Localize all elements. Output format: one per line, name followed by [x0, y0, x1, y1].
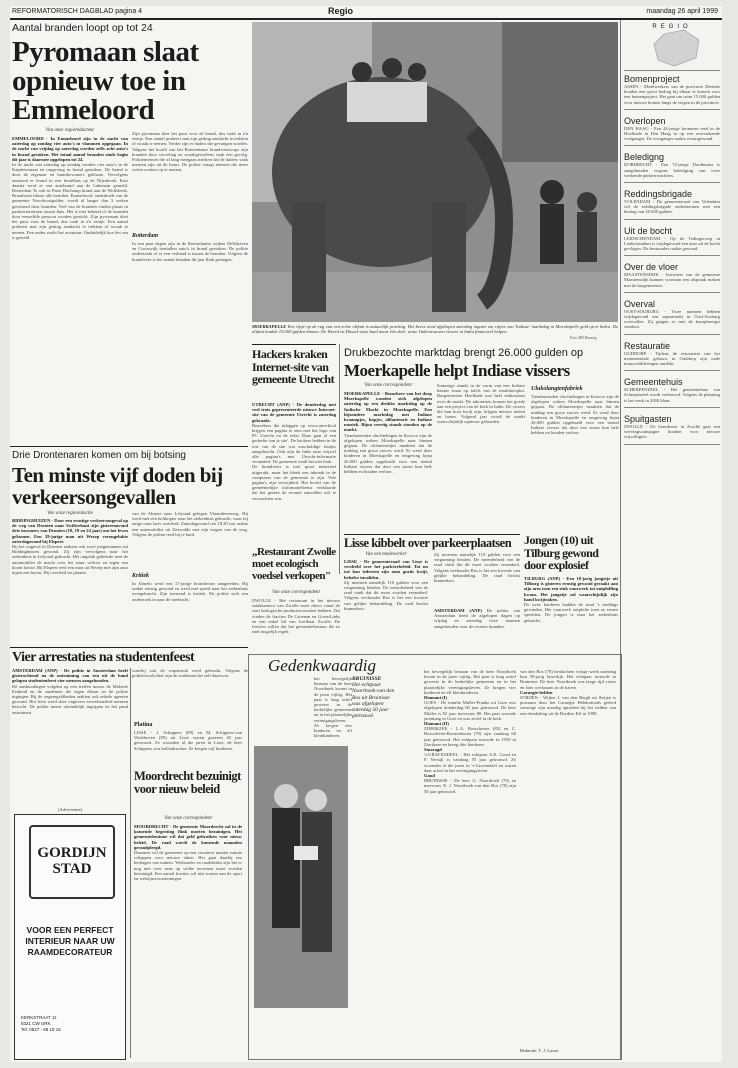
- tilburg-body: [524, 576, 618, 648]
- dronten-headline: Ten minste vijf doden bij verkeersongevallen: [12, 463, 223, 509]
- lisse-intro: LISSE - De gemeenteraad van Lisse is verdeeld over het parkeerbeleid. Tot nu toe kon iedereen zijn auto gratis kwijt, behalve invaliden.: [344, 559, 428, 580]
- regio-label: REGIO: [652, 24, 692, 30]
- studenten-intro: AMSTERDAM (ANP) - De politie in Amsterdam heeft gisterochtend na de ontruiming van een uit de hand gelopen studentenfeest vier mensen aangehouden.: [12, 668, 128, 684]
- market-byline: Van onze correspondent: [364, 383, 412, 388]
- header-left: REFORMATORISCH DAGBLAD pagina 4: [12, 8, 143, 15]
- sidebar-item: [624, 262, 720, 293]
- ad-label: (Advertentie): [57, 807, 83, 812]
- moordrecht-headline: Moordrecht bezuinigt voor nieuw beleid: [134, 769, 241, 796]
- couple-photo: [254, 746, 348, 1008]
- studenten-headline: Vier arrestaties na studentenfeest: [12, 650, 195, 665]
- ad-logo: [29, 825, 115, 899]
- gedenk-photo-caption: [352, 676, 398, 738]
- lead-text: In de nacht van zaterdag op zondag werden vier auto's in de Kapiteinstraat en omgeving in brand gestoken. De brand is door de eigenaar en buurtbewoners gebluste. Vervolgens ontstond er brand in een bestelbus op de Nijenhoek. Kort daarna werd er een autobrand aan de Lakeman gemeld. Rotterdam Te ook in Pater Duchamp brand aan de Wolfsbeek. Brandweer bluste alle branden. Emmeloord, onderhoeft van de gemeente Noordoostpolder, wordt al langer dan 3 weken geteisterd door branden. Veel van de branden vinden plaats in parkeerterreinen tussen flats. Het is niet bekend of de branden door eenzelfde persoon worden gesticht. Zijn pyromaan doet het puur voor de brand, dus vaak in z'n eentje. Een aantal probeert met zijn gedrag aandacht te trekken of wraak te nemen. Een ander zoekt het avontuur. Onduidelijk hoe het om is gesteld.: [12, 162, 128, 240]
- dronten-text: Bij het ongeval in Dronten raakten ook twee jongemannen uit Biddinghuizen gewond. Zij zijn vervolgens naar het ziekenhuis in Lelystad gebracht. Het ongeluk gebeurde toen de automobilist de macht over het stuur verloor en tegen een boom botste. Bij Elspeet reed een man uit Wezep met zijn auto tegen een boom. Hij overleed ter plaatse.: [12, 544, 128, 576]
- market-text: Tienduizenden vluchtelingen in Kosovo zijn de afgelopen weken Moerkapelle naar binnen gegaan. De olifantenritjes maakten dat de middag een groot succes werd. Er werd door kinderen in Moerkapelle en omgeving bijna 26.000 gulden opgehaald voor een tiental Indiase vissers dat door een storm hun hele hebben en houden verloor.: [344, 432, 432, 475]
- market-intro: MOERKAPELLE - Bezoekers van het dorp Moerkapelle wanden zich afgelopen zaterdag op een drukke marktdag op de Indische Markt in Moerkapelle. Een bijzondere marktdag met Indiase kraampjes, hapjes, olifantenrit en Indiase muziek. Bijna veertig stands stonden op de markt.: [344, 391, 432, 433]
- sidebar-item-body: ZWOLLE - De brandweer in Zwolle gaat een wervingscampagne houden voor nieuwe vrijwilligers.: [624, 423, 720, 440]
- sidebar-separator: [624, 182, 720, 183]
- lead-body: [12, 136, 128, 444]
- tilburg-headline: Jongen (10) uit Tilburg gewond door explosief: [524, 533, 599, 572]
- sidebar-separator: [624, 109, 720, 110]
- column-divider: [339, 344, 340, 574]
- photo-caption-text: Een rijtje op de rug van een echte olifant is natuurlijk prachtig. Het beest werd afgelopen zaterdag ingezet om rijtjes van 'Indiase' marktdag in Moerkapelle geld op te halen. De olifant haalde 10.000 gulden binnen. De Weerd en Dussel-actie haal maar één doel: arme Vadersrouwen vissers in India financieel helpen.: [252, 324, 618, 335]
- platina-body: LISSE - J. Schippers (89) en M. Schippers-van Werkhoven (89) uit Lisse waren gisteren 65 jaar getrouwd. Ze woonden al die jaren in Lisse, de heer Schippers was bollenkweker. Ze kregen vijf kinderen.: [134, 730, 242, 751]
- sidebar-separator: [624, 255, 720, 256]
- moordrecht-byline: Van onze correspondent: [164, 816, 212, 821]
- goud-title: Goud: [424, 773, 435, 779]
- header-date: maandag 26 april 1999: [646, 8, 718, 15]
- lisse-photo-text: De politie van Amsterdam heeft de afgelopen dagen op vrijdag en zaterdag twee mannen aangehouden voor de recente branden.: [434, 608, 520, 629]
- moordrecht-body: [134, 824, 242, 1056]
- studenten-text: De aanhoudingen volgden op een treffen tussen de Mobiele Eenheid en de studenten die tegen elkaar en de politie ingingen. Bij de ongeregeldheden raakten ook enkele agenten gewond. Het feest werd door ongeveer zevenhonderd mensen bezocht. De politie moest uiteindelijk ingrijpen en het pand ontruimen.: [12, 683, 128, 715]
- couple-illustration: [254, 746, 348, 1008]
- sidebar-item: [624, 226, 720, 257]
- market-subhead: Ulukolangtenfabriek: [531, 386, 583, 392]
- studenten-body: [12, 668, 128, 804]
- gedenk-col3: [520, 669, 616, 1049]
- gedenk-col2: [424, 669, 516, 1049]
- sidebar-item-body: MAASTENSDIJK - Inwoners van de gemeente Maastensdijk kunnen voortaan een afspraak maken met de burgemeester.: [624, 272, 720, 288]
- tilburg-text: De twee kinderen hadden de staaf 's middags gevonden. Het vuurwerk ontplofte toen ze ermee speelden. De jongen is naar het ziekenhuis gebracht.: [524, 602, 618, 623]
- sidebar-item-title: Spuitgasten: [624, 413, 672, 424]
- lisse-photo-label: AMSTERDAM (ANP): [434, 608, 482, 613]
- sidebar-separator: [624, 292, 720, 293]
- market-body2: Sommige stands in de vorm van een Indiase bazaar staan op tafels van de marktkooplui. Burgemeester Hoefkade was heel enthousiast over de markt. De inkomsten komen ten goede aan een project van de kerk in India. De vissers die hun boot kwijt zijn, krijgen nieuwe netten en boten. Volgend jaar wordt de markt waarschijnlijk opnieuw gehouden.: [437, 383, 525, 425]
- sidebar-item-title: Bomenproject: [624, 74, 680, 84]
- restaurant-byline: Van onze correspondent: [272, 590, 320, 595]
- moordrecht-text: Daarmee wil de gemeente op een creatieve manier ruimte scheppen voor nieuwe taken. Het gaat daarbij om bedragen van tonnen. Wethouder en raadsleden zijn het er nog niet over eens op welke terreinen moet worden bezuinigd. Een aantal fracties wil niet tornen aan de sport en welzijnsvoorzieningen.: [134, 850, 242, 882]
- lead-column2b: In een paar dagen zijn in de Rotterdamse wijken Delfshaven en Crooswijk tientallen auto's in brand gestoken. De politie onderzoekt of er een verband is tussen de branden. Volgens de brandweer is het aantal branden dit jaar flink gestegen.: [132, 241, 248, 262]
- regio-banner: [624, 22, 720, 71]
- dronten-intro: BIDDINGHUIZEN - Door een ernstige verkeersongeval op de weg van Dronten naar Swifterbant zijn gisterenavond drie inwoners van Dronten (18, 19 en 24 jaar) om het leven gekomen. Een 29-jarige man uit Wezep verongelukte zaterdagavond bij Elspeet.: [12, 518, 128, 544]
- dronten-body2: van de Almere naar Lelystad gelegen Vlaanderenweg. Hij werd met een helikopter naar het ziekenhuis gebracht, waar hij enige uren later overleed. Zaterdagavond om 18.30 uur raakte een automobilist uit Zeewolde met zijn wagen van de weg. Volgens de politie reed hij te hard.: [132, 511, 248, 537]
- hackers-text2: De brandweer is met groot materieel uitgerukt, maar het bleek een inbraak in de computers van de gemeente te zijn. Vele pagina's zijn verwijderd. Het hoofd van de gemeentelijke informatiedienst verklaarde dat het gezien de recente aanvallen wel te verwachten was.: [252, 464, 336, 501]
- dronten-subhead: Kritiek: [132, 573, 150, 579]
- sidebar-item-title: Overlopen: [624, 115, 666, 126]
- sidebar-item-title: Reddingsbrigade: [624, 189, 693, 200]
- dronten-body3: In Almelo werd een 17-jarige bromfietser aangereden. Hij raakte ernstig gewond en werd met spoed naar het ziekenhuis overgebracht. Zijn toestand is kritiek. De politie stelt een onderzoek in naar de toedracht.: [132, 581, 248, 602]
- carnegie-title: Carnegie-helden: [520, 689, 553, 695]
- gedenk-photo-text: Het echtpaar Noorthoek-van den Bos uit Bruinisse was afgelopen zaterdag 50 jaar getrouwd.: [352, 682, 395, 720]
- dronten-kicker: Drie Drontenaren komen om bij botsing: [12, 450, 186, 461]
- sidebar-item: [624, 341, 720, 372]
- lisse-headline: Lisse kibbelt over parkeerplaatsen: [344, 536, 512, 550]
- gedenk-photo-label: BRUINISSE: [352, 676, 382, 682]
- ad-address: KERKSTRAAT 11 8321 CW URK Tel. 0527 - 68 18 15: [21, 1015, 61, 1032]
- sidebar-item: [624, 74, 720, 110]
- smaragd-title: Smaragd: [424, 747, 442, 753]
- photo-caption-label: MOERKAPELLE: [252, 324, 287, 329]
- lead-kicker: Aantal branden loopt op tot 24: [12, 22, 153, 34]
- advertisement[interactable]: [14, 814, 126, 1060]
- ad-brand: GORDIJN STAD: [37, 845, 107, 877]
- sidebar-item-body: OUDDORP - Tijdens de restauratie van het monumentale gebouw in Ouddorp zijn oude muurschilderingen ontdekt.: [624, 350, 720, 367]
- sidebar-item-title: Over de vloer: [624, 262, 679, 273]
- diamant1-text: GOES - De familie Muller-Franke uit Goes was afgelopen donderdag 60 jaar getrouwd. De heer Muller is 82 jaar, mevrouw 80. Het paar woonde jarenlang in Goes en was actief in de kerk.: [424, 700, 516, 721]
- dronten-body: [12, 518, 128, 642]
- gedenk-col3-text: van den Bos (78) herdachten vorige week zaterdag hun 50-jarig huwelijk. Het echtpaar trouwde in Bruinisse. De heer Noorthoek was lange tijd visser en later werkzaam in de haven.: [520, 669, 616, 690]
- smaragd-text: 's-GRAVENDEEL - Het echtpaar A.K. Goud en P. Verstijl is vandaag 55 jaar getrouwd. Ze woonden al die jaren in 's-Gravendeel en waren daar actief in het verenigingsleven.: [424, 752, 516, 773]
- lisse-rule: [344, 534, 520, 535]
- hackers-headline: Hackers kraken Internet-site van gemeente Utrecht: [252, 347, 335, 386]
- tilburg-intro: TILBURG (ANP) - Een 10-jarig jongetje uit Tilburg is gisteren ernstig gewond geraakt aan zijn arm toen een stuk vuurwerk tot ontploffing kwam. Het jongetje zal waarschijnlijk zijn hand kwijtraken.: [524, 576, 618, 602]
- sidebar-item: [624, 299, 720, 335]
- hackers-rule: [252, 344, 336, 345]
- sidebar-separator: [624, 444, 720, 445]
- sidebar-item-body: ASSEN - Medewerkers van de provincie Drenthe houden een groot bedrag bij elkaar te komen voor een bomenproject. Het gaat om ruim 15.000 gulden voor nieuwe bomen langs de wegen in de provincie.: [624, 84, 720, 105]
- page-header: [10, 6, 722, 18]
- dronten-byline: Van onze regioredactie: [47, 511, 93, 516]
- sidebar-item-title: Restauratie: [624, 340, 671, 351]
- sidebar-item-title: Beledigng: [624, 152, 665, 163]
- diamant1-title: Diamant (I): [424, 695, 448, 701]
- studenten-rule: [10, 647, 248, 648]
- sidebar-item-body: LEIDSCHENDAM - Op de Tedingerweg in Leidschendam is vrijdagavond een auto uit de bocht gevlogen. De bestuurder raakte gewond.: [624, 235, 720, 252]
- lead-headline: Pyromaan slaat opnieuw toe in Emmeloord: [12, 36, 199, 126]
- hackers-text: Bezoekers die inloggen op www.utrecht.nl krijgen een pagina te zien met het logo van PC Utrecht en de tekst 'Daar gaat al een gedeelte van je site'. De hackers hebben in de rest van de site wat onschuldige foutjes aangebracht. Ook zijn de links naar vrijwel alle pagina's met Utrecht-informatie veranderd. De gemeente vindt het niet leuk.: [252, 422, 336, 465]
- lead-byline: Van onze regioredacteur: [45, 128, 95, 133]
- lisse-body2: Zij moesten namelijk 110 gulden voor een vergunning betalen. De meerderheid van de raad vindt dat dit moet worden veranderd. Volgens wethouder Bos is het een kwestie van gelijke behandeling. De raad beslist binnenkort.: [434, 552, 520, 584]
- lisse-text: Zij moesten namelijk 110 gulden voor een vergunning betalen. De meerderheid van de raad vindt dat dit moet worden veranderd. Volgens wethouder Bos is het een kwestie van gelijke behandeling. De raad beslist binnenkort.: [344, 579, 428, 611]
- sidebar-item-title: Overval: [624, 298, 656, 309]
- sidebar-item: [624, 189, 720, 220]
- lead-column2: Zijn pyromaan doet het puur voor de brand, dus vaak in z'n eentje. Een aantal probeert met zijn gedrag aandacht te trekken of wraak te nemen. Verder zijn er daders die gevangen worden. Volgens het hoofd van het Rotterdamse brandweercorps zijn branden door verveling en wraakgevoelens vaak een gevolg. Politiemensen die al lang meegaan merken dat de daders vaak mensen zijn uit de buurt. De politie vraagt mensen die meer weten contact op te nemen.: [132, 131, 248, 173]
- sidebar-separator: [624, 407, 720, 408]
- header-rule: [10, 18, 722, 20]
- gedenk-col1: het bewegelijk bestaan van de heer Noorthoek kwam in de jaren vijftig. Het paar is lang actief geweest in de kerkelijke gemeente en in het plaatselijke verenigingsleven. Ze kregen vier kinderen en elf kleinkinderen.: [314, 676, 352, 739]
- diamant2-title: Diamant (II): [424, 721, 449, 727]
- sidebar-item: [624, 116, 720, 147]
- sidebar-item-title: Gemeentehuis: [624, 377, 683, 388]
- sidebar-separator: [624, 334, 720, 335]
- column-divider-2: [130, 668, 131, 1058]
- elephant-illustration: [252, 22, 618, 322]
- market-body: [344, 391, 432, 531]
- diamant2-text: ZIERIKZEE - L.A. Bosschieter (83) en C. Bosschieter-Roosenboom (79) zijn vandaag 60 jaar getrouwd. Het echtpaar trouwde in 1939 in Zierikzee en kreeg drie kinderen.: [424, 726, 516, 747]
- sidebar-item: [624, 377, 720, 408]
- dronten-rule: [10, 446, 248, 447]
- gedenk-redactie: Redactie: T. J. Lucas: [520, 1048, 559, 1053]
- studenten-body2: waarbij ook de wapenstok werd gebruikt. Volgens de politievoorlichter zijn de studenten het zelf daarvoor.: [132, 668, 248, 679]
- sidebar-item-body: DORDRECHT - Een 72-jarige Dordtenaar is aangehouden wegens belediging van twee werkende parkeerwachters.: [624, 162, 720, 178]
- gedenk-col2-intro: het bewegelijk bestaan van de heer Noorthoek kwam in de jaren vijftig. Het paar is lang actief geweest in de kerkelijke gemeente en in het plaatselijke verenigingsleven. Ze kregen vier kinderen en elf kleinkinderen.: [424, 669, 516, 695]
- sidebar-item-body: DEN HAAG - Een 44-jarige brommer reed in de Hoefkade in Den Haag in op een overstekende voetganger. De voetganger raakte zwaargewond.: [624, 125, 720, 142]
- market-headline: Moerkapelle helpt Indiase vissers: [344, 361, 570, 380]
- photo-credit: Foto RD Bennig: [570, 335, 597, 340]
- restaurant-headline: „Restaurant Zwolle moet ecologisch voedsel verkopen": [252, 546, 336, 582]
- sidebar-separator: [624, 145, 720, 146]
- sidebar-item-body: OOST-SOUBURG - Twee mannen hebben vrijdagavond een supermarkt in Oost-Souburg overvallen. Zij gingen er met de kasopbrengst vandoor.: [624, 308, 720, 330]
- sidebar-item-body: SCHERPENZEEL - Het gemeentehuis van Scherpenzeel wordt verbouwd. Volgens de planning is het werk in 2000 klaar.: [624, 387, 720, 403]
- newspaper-page: [10, 6, 722, 1062]
- platina-title: Platina: [134, 722, 153, 728]
- hackers-intro: UTRECHT (ANP) - De donderdag met veel trots gepresenteerde nieuwe Internet-site van de gemeente Utrecht is zaterdag gekraakt.: [252, 402, 336, 423]
- sidebar-list: [624, 74, 720, 1060]
- lisse-byline: Van een medewerker: [365, 552, 407, 557]
- sidebar-separator: [624, 370, 720, 371]
- section-title: Regio: [328, 6, 354, 16]
- sidebar-item-body: VOLENDAM - De gemeenteraad van Volendam wil de reddingsbrigade ondersteunen met een bedrag van 20.000 gulden.: [624, 199, 720, 215]
- gedenk-title: Gedenkwaardig: [268, 656, 376, 675]
- elephant-photo: [252, 22, 618, 322]
- lead-intro: EMMELOORD - In Emmeloord zijn in de nacht van zaterdag op zondag vier auto's in vlammen opgegaan. In de nacht van vrijdag op zaterdag werden zelfs acht auto's in brand gestoken. Het totaal aantal branden sinds begin dit jaar is daarmee opgelopen tot 24.: [12, 136, 128, 162]
- tilburg-box: [524, 534, 618, 572]
- ad-slogan: VOOR EEN PERFECT INTERIEUR NAAR UW RAAMDECORATEUR: [25, 925, 115, 957]
- lisse-photo-caption: [434, 608, 520, 648]
- restaurant-body: ZWOLLE - Het restaurant in het nieuwe stadskantoor van Zwolle moet direct vanaf de start biologische producten moeten hebben. Dat vinden de fracties De Groenen en GroenLinks en een enkel lid van Leefbaar Zwolle. De fracties willen dat het gemeentebestuur dit zo snel mogelijk regelt.: [252, 598, 340, 635]
- sidebar-divider: [620, 20, 621, 1060]
- sidebar-item: [624, 414, 720, 445]
- photo-caption: [252, 324, 618, 340]
- sidebar-separator: [624, 219, 720, 220]
- goud-text: BRUINISSE - De heer G. Noorthoek (76) en mevrouw N. J. Noorthoek-van den Bos (78) zijn 50 jaar getrouwd.: [424, 778, 516, 794]
- market-body3: Tienduizenden vluchtelingen in Kosovo zijn de afgelopen weken Moerkapelle naar binnen gegaan. De olifantenritjes maakten dat de middag een groot succes werd. Er werd door kinderen in Moerkapelle en omgeving bijna 26.000 gulden opgehaald voor een tiental Indiase vissers dat door een storm hun hele hebben en houden verloor.: [531, 394, 619, 436]
- lisse-body: [344, 559, 428, 647]
- lead-subhead: Rotterdam: [132, 233, 159, 239]
- carnegie-text: STRIJEN - Wijlen J. van den Bergh uit Strijen is postuum door het Carnegie Heldenfonds geëerd vanwege zijn moedig optreden bij het redden van een drenkeling uit de Dordtse Kil in 1998.: [520, 695, 616, 716]
- sidebar-item: [624, 152, 720, 183]
- sidebar-item-title: Uit de bocht: [624, 225, 673, 236]
- market-kicker: Drukbezochte marktdag brengt 26.000 gulden op: [344, 347, 584, 359]
- moordrecht-intro: MOORDRECHT - De gemeente Moordrecht zal in de komende begroting flink moeten bezuinigen. Het gemeentebestuur wil dat geld gebruiken voor nieuw beleid. De raad wordt de komende maanden geraadpleegd.: [134, 824, 242, 850]
